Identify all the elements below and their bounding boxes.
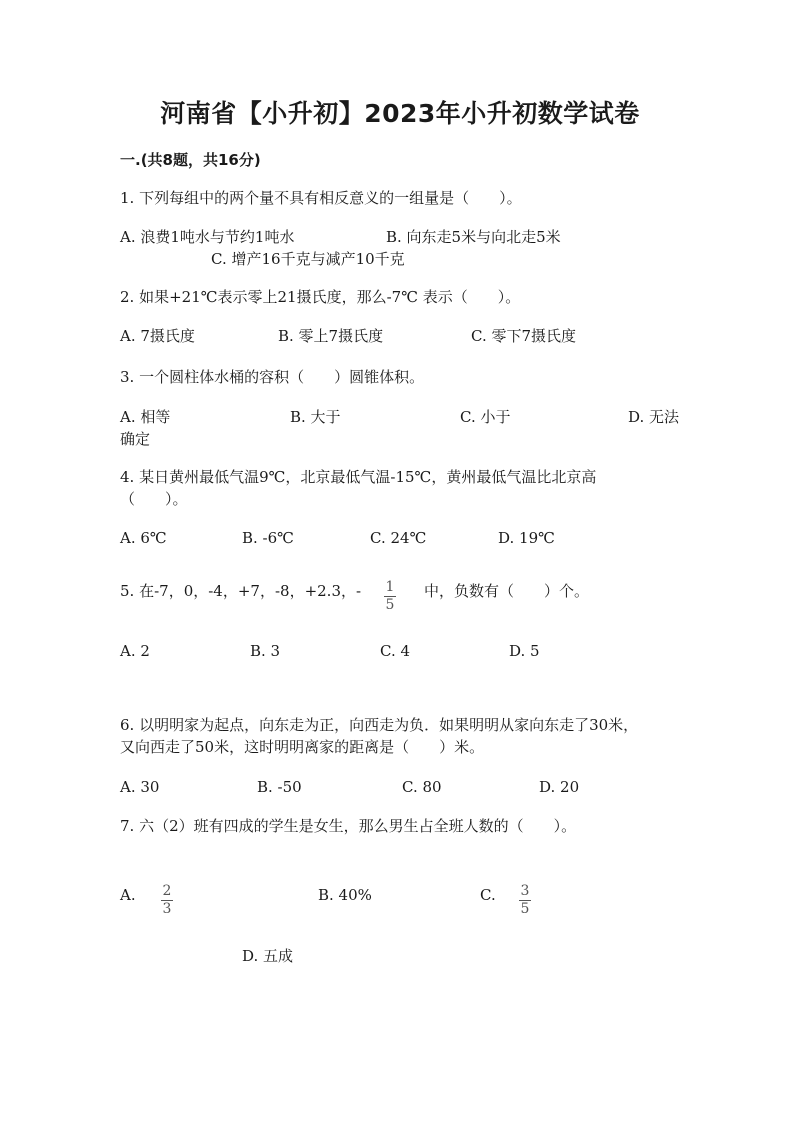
question-7-option-c-label: C.	[480, 886, 496, 904]
question-6-text-continued: 又向西走了50米，这时明明离家的距离是（ ）米。	[120, 738, 485, 756]
question-5-option-c: C. 4	[380, 642, 411, 660]
question-5-option-a: A. 2	[120, 642, 150, 660]
fraction-numerator: 2	[162, 883, 172, 899]
fraction-numerator: 3	[520, 883, 530, 899]
question-7-option-d: D. 五成	[242, 947, 294, 965]
page-title: 河南省【小升初】2023年小升初数学试卷	[160, 99, 640, 128]
question-3-option-c: C. 小于	[460, 408, 511, 426]
question-3-option-d-wrap: 确定	[120, 430, 151, 448]
question-4-option-b: B. -6℃	[242, 529, 294, 547]
question-7-option-b: B. 40%	[318, 886, 372, 904]
question-1-option-b: B. 向东走5米与向北走5米	[386, 228, 561, 246]
question-2-option-b: B. 零上7摄氏度	[278, 327, 384, 345]
question-7-option-a-fraction	[161, 880, 173, 917]
question-4-text: 4. 某日黄州最低气温9℃，北京最低气温-15℃，黄州最低气温比北京高	[120, 468, 597, 486]
question-4-option-a: A. 6℃	[120, 529, 167, 547]
section-heading: 一.(共8题，共16分)	[120, 151, 261, 169]
question-7-option-c-fraction	[519, 880, 531, 917]
question-5-fraction	[384, 576, 396, 613]
fraction-denominator: 3	[162, 901, 172, 917]
question-4-option-d: D. 19℃	[498, 529, 555, 547]
question-3-option-a: A. 相等	[120, 408, 171, 426]
question-6-option-a: A. 30	[120, 778, 160, 796]
fraction-numerator: 1	[385, 579, 395, 595]
question-3-text: 3. 一个圆柱体水桶的容积（ ）圆锥体积。	[120, 368, 425, 386]
question-4-option-c: C. 24℃	[370, 529, 427, 547]
question-5-text-continued: 中，负数有（ ）个。	[424, 582, 590, 600]
question-3-option-d: D. 无法	[628, 408, 680, 426]
question-2-option-a: A. 7摄氏度	[120, 327, 195, 345]
question-7-option-a-label: A.	[120, 886, 136, 904]
question-6-option-d: D. 20	[539, 778, 580, 796]
question-1-option-c: C. 增产16千克与减产10千克	[211, 250, 405, 268]
fraction-denominator: 5	[520, 901, 530, 917]
question-5-option-d: D. 5	[509, 642, 540, 660]
fraction-denominator: 5	[385, 597, 395, 613]
question-5-text: 5. 在-7，0，-4，+7，-8，+2.3，-	[120, 582, 362, 600]
question-6-text: 6. 以明明家为起点，向东走为正，向西走为负．如果明明从家向东走了30米，	[120, 716, 639, 734]
question-3-option-b: B. 大于	[290, 408, 341, 426]
question-1-option-a: A. 浪费1吨水与节约1吨水	[120, 228, 295, 246]
question-7-text: 7. 六（2）班有四成的学生是女生，那么男生占全班人数的（ ）。	[120, 817, 577, 835]
question-2-text: 2. 如果+21℃表示零上21摄氏度，那么-7℃ 表示（ ）。	[120, 288, 521, 306]
question-2-option-c: C. 零下7摄氏度	[471, 327, 577, 345]
question-6-option-b: B. -50	[257, 778, 302, 796]
question-1-text: 1. 下列每组中的两个量不具有相反意义的一组量是（ ）。	[120, 189, 522, 207]
question-6-option-c: C. 80	[402, 778, 442, 796]
question-5-option-b: B. 3	[250, 642, 281, 660]
question-4-text-continued: （ ）。	[120, 490, 188, 508]
